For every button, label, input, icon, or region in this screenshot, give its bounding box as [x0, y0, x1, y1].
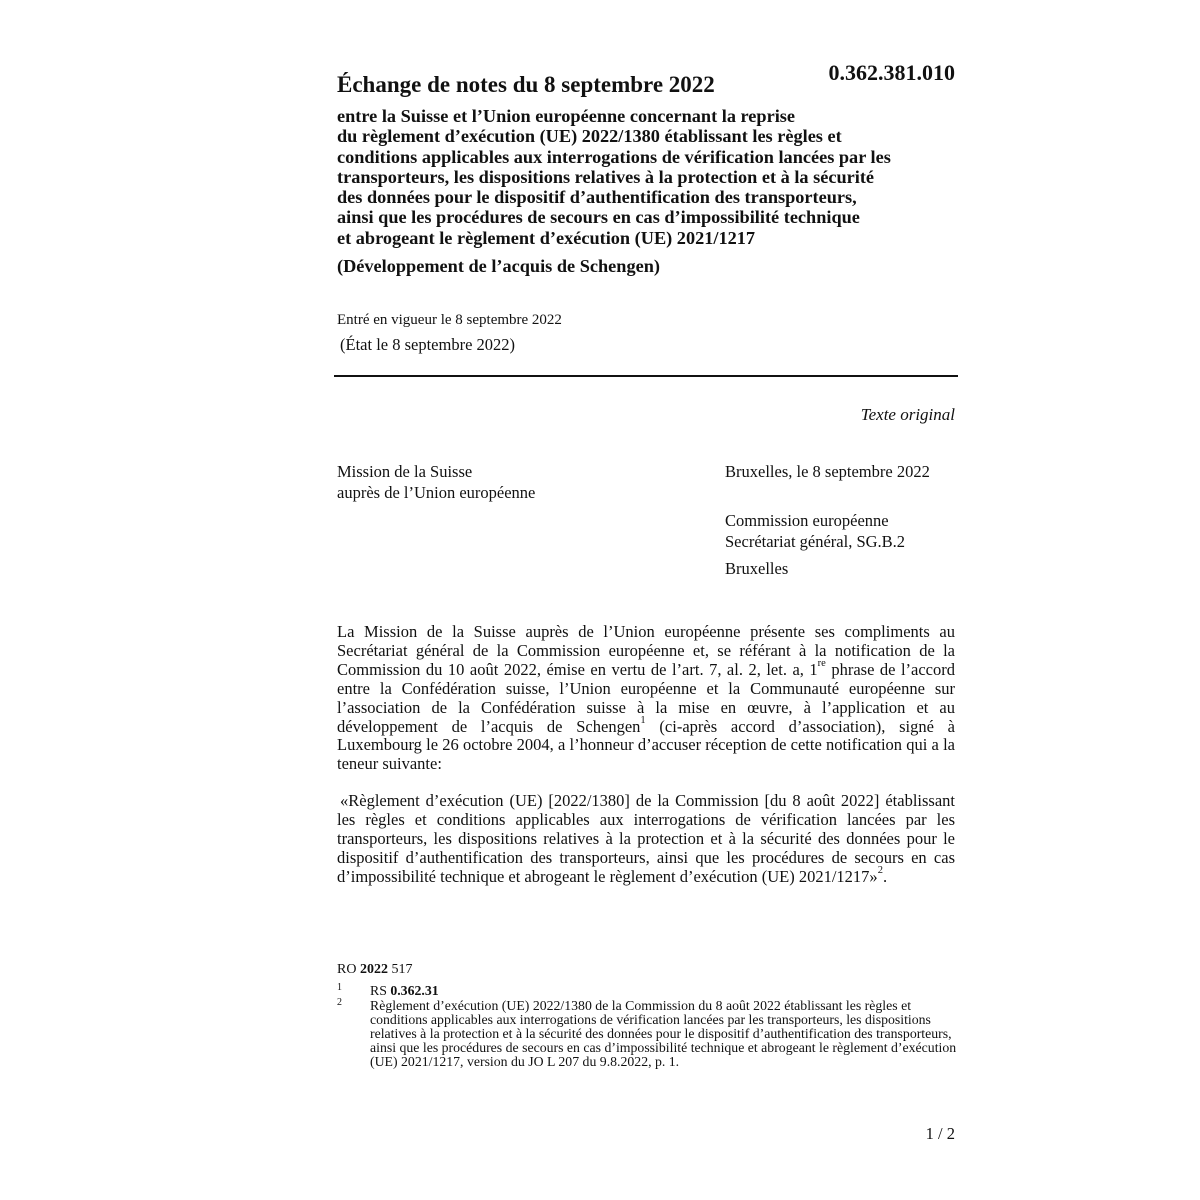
footnote-prefix: RS	[370, 983, 391, 998]
page-number: 1 / 2	[925, 1124, 955, 1143]
recipient-line: Secrétariat général, SG.B.2	[725, 531, 906, 551]
subtitle-line: transporteurs, les dispositions relatives à la protection et à la sécurité	[337, 166, 875, 187]
footnote-number: 2	[337, 997, 342, 1008]
status-date: (État le 8 septembre 2022)	[340, 335, 516, 354]
subtitle-line: du règlement d’exécution (UE) 2022/1380 établissant les règles et	[337, 126, 842, 147]
recipient-line: Commission européenne	[725, 511, 889, 530]
footnote-text: Règlement d’exécution (UE) 2022/1380 de la Commission du 8 août 2022 établissant les règles et conditions applicables aux interrogations de vérification lancées par les transporteurs, les dispositions relatives à la protection et à la sécurité des données pour le dispositif d’authentification des transporteurs, ainsi que les procédures de secours en cas d’impossibilité technique et abrogeant le règlement d’exécution (UE) 2021/1217, version du JO L 207 du 9.8.2022, p. 1.	[370, 998, 957, 1070]
subtitle	[337, 106, 957, 248]
subtitle-line: ainsi que les procédures de secours en cas d’impossibilité technique	[337, 207, 860, 228]
body-paragraph	[337, 623, 955, 774]
paragraph-text: (ci-après accord d’association), signé à Luxembourg le 26 octobre 2004, a l’honneur d’accuser réception de cette notification qui a la teneur suivante:	[337, 716, 955, 774]
sender-line: auprès de l’Union européenne	[337, 482, 536, 502]
sender-line: Mission de la Suisse	[337, 462, 473, 481]
footnote-ref[interactable]: 1	[640, 714, 646, 726]
footnote-bold: 0.362.31	[390, 983, 439, 998]
letter-date: Bruxelles, le 8 septembre 2022	[725, 462, 930, 481]
header-divider	[334, 375, 958, 377]
footnote-ref[interactable]: 2	[877, 864, 883, 876]
page-title: Échange de notes du 8 septembre 2022	[337, 72, 715, 97]
paragraph-text: .	[882, 866, 888, 886]
schengen-development-note: (Développement de l’acquis de Schengen)	[337, 256, 660, 276]
ro-page: 517	[387, 962, 413, 977]
paragraph-text: phrase de l’accord entre la Confédération suisse, l’Union européenne et la Communauté européenne sur l’association de la Confédération suisse à la mise en œuvre, à l’application et au développement de l’acquis de Schengen	[337, 659, 955, 736]
paragraph-text: «Règlement d’exécution (UE) [2022/1380] de la Commission [du 8 août 2022] établissant les règles et conditions applicables aux interrogations de vérification lancées par les transporteurs, les dispositions relatives à la protection et à la sécurité des données pour le dispositif d’authentification des transporteurs, ainsi que les procédures de secours en cas d’impossibilité technique et abrogeant le règlement d’exécution (UE) 2021/1217»	[337, 791, 955, 886]
subtitle-line: conditions applicables aux interrogations de vérification lancées par les	[337, 146, 891, 167]
quoted-paragraph	[337, 792, 955, 887]
footnote-number: 1	[337, 982, 342, 993]
ordinal-superscript: re	[817, 657, 826, 669]
ro-prefix: RO	[337, 962, 360, 977]
recipient-city: Bruxelles	[725, 559, 789, 578]
entry-into-force: Entré en vigueur le 8 septembre 2022	[337, 312, 562, 328]
document-number: 0.362.381.010	[828, 60, 955, 85]
subtitle-line: des données pour le dispositif d’authentification des transporteurs,	[337, 187, 857, 208]
ro-year: 2022	[359, 962, 388, 977]
recipient-address	[725, 511, 905, 552]
footnote	[337, 984, 955, 998]
subtitle-line: entre la Suisse et l’Union européenne concernant la reprise	[337, 106, 796, 126]
footnote-text	[370, 984, 960, 998]
paragraph-text: La Mission de la Suisse auprès de l’Union européenne présente ses compliments au Secrétariat général de la Commission européenne et, se référant à la notification de la Commission du 10 août 2022, émise en vertu de l’art. 7, al. 2, let. a, 1	[337, 622, 955, 679]
ro-reference	[337, 962, 412, 978]
subtitle-line: et abrogeant le règlement d’exécution (UE) 2021/1217	[337, 227, 756, 248]
original-text-label: Texte original	[860, 405, 955, 424]
footnote	[337, 999, 955, 1069]
sender-address	[337, 462, 535, 503]
